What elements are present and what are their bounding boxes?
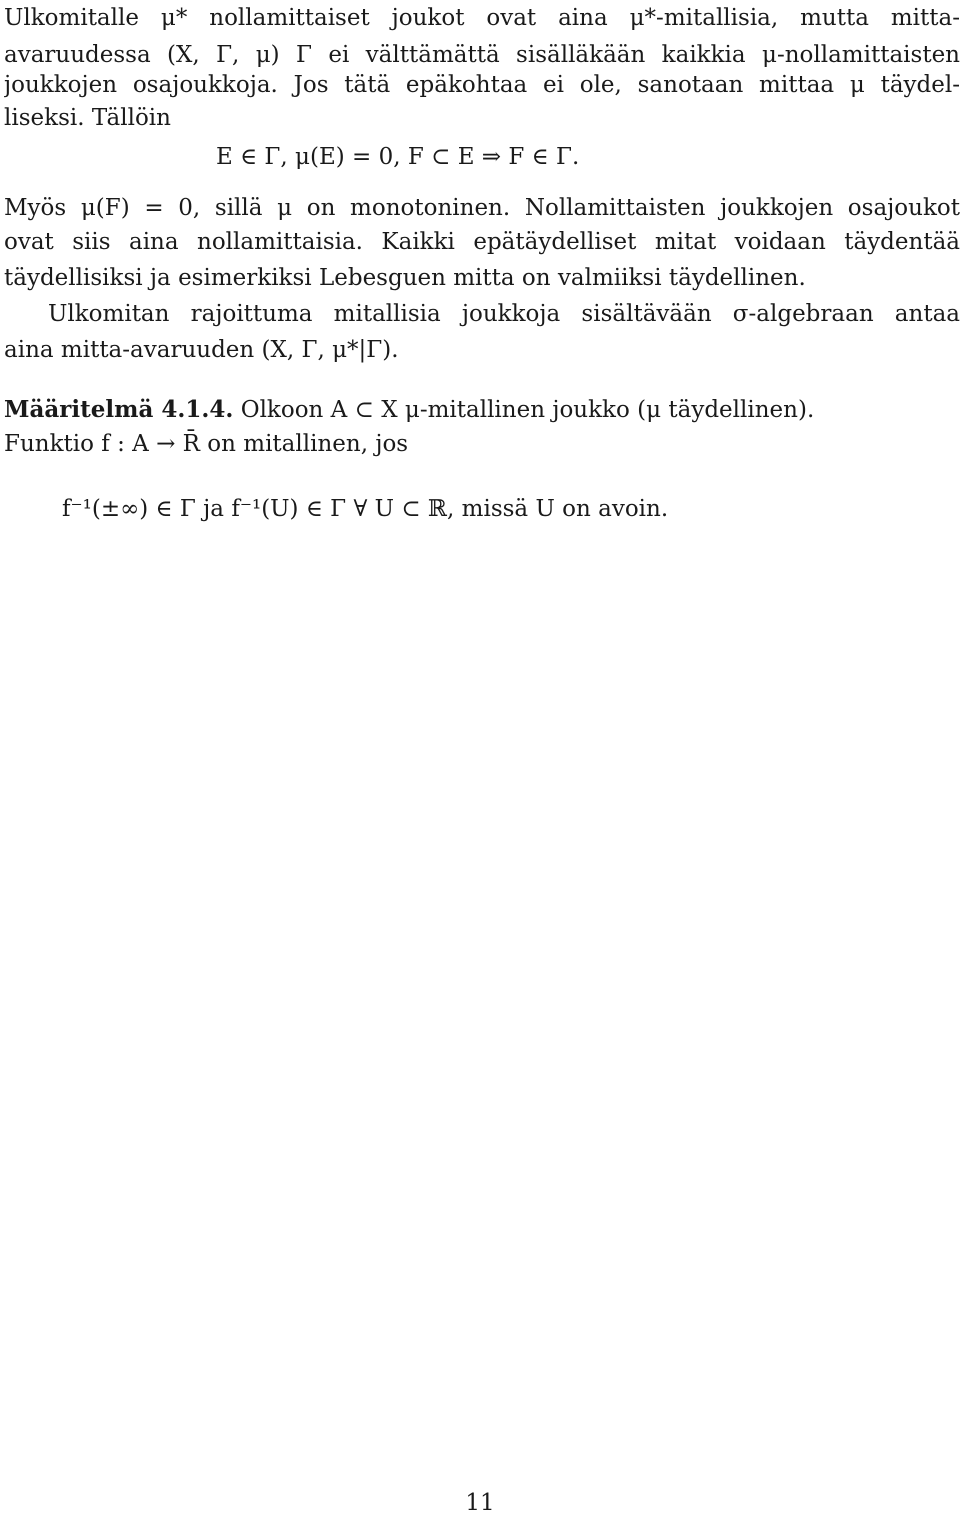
paragraph-line-8: Ulkomitan rajoittuma mitallisia joukkoja sisältävään σ-algebraan antaa — [48, 301, 960, 327]
paragraph-line-7: täydellisiksi ja esimerkiksi Lebesguen mitta on valmiiksi täydellinen. — [4, 265, 806, 291]
paragraph-line-11: Funktio f : A → R̄ on mitallinen, jos — [4, 431, 409, 457]
page-number: 11 — [465, 1490, 495, 1516]
paragraph-line-4: liseksi. Tällöin — [4, 105, 171, 131]
definition-label: Määritelmä 4.1.4. — [4, 396, 234, 423]
paragraph-line-5: Myös μ(F) = 0, sillä μ on monotoninen. Nollamittaisten joukkojen osajoukot — [4, 195, 960, 221]
definition-line — [4, 392, 960, 428]
paragraph-line-6: ovat siis aina nollamittaisia. Kaikki epätäydelliset mitat voidaan täydentää — [4, 229, 960, 255]
paragraph-line-9: aina mitta-avaruuden (X, Γ, μ*|Γ). — [4, 337, 399, 363]
paragraph-line-1: Ulkomitalle μ* nollamittaiset joukot ovat aina μ*-mitallisia, mutta mitta- — [4, 5, 960, 31]
paragraph-line-3: joukkojen osajoukkoja. Jos tätä epäkohtaa ei ole, sanotaan mittaa μ täydel- — [4, 72, 960, 98]
display-formula-measurability: f⁻¹(±∞) ∈ Γ ja f⁻¹(U) ∈ Γ ∀ U ⊂ ℝ, missä U on avoin. — [62, 496, 669, 522]
definition-text: Olkoon A ⊂ X μ-mitallinen joukko (μ täydellinen). — [240, 397, 815, 423]
display-formula-completeness: E ∈ Γ, μ(E) = 0, F ⊂ E ⇒ F ∈ Γ. — [216, 144, 580, 170]
paragraph-line-2: avaruudessa (X, Γ, μ) Γ ei välttämättä sisälläkään kaikkia μ-nollamittaisten — [4, 42, 960, 68]
